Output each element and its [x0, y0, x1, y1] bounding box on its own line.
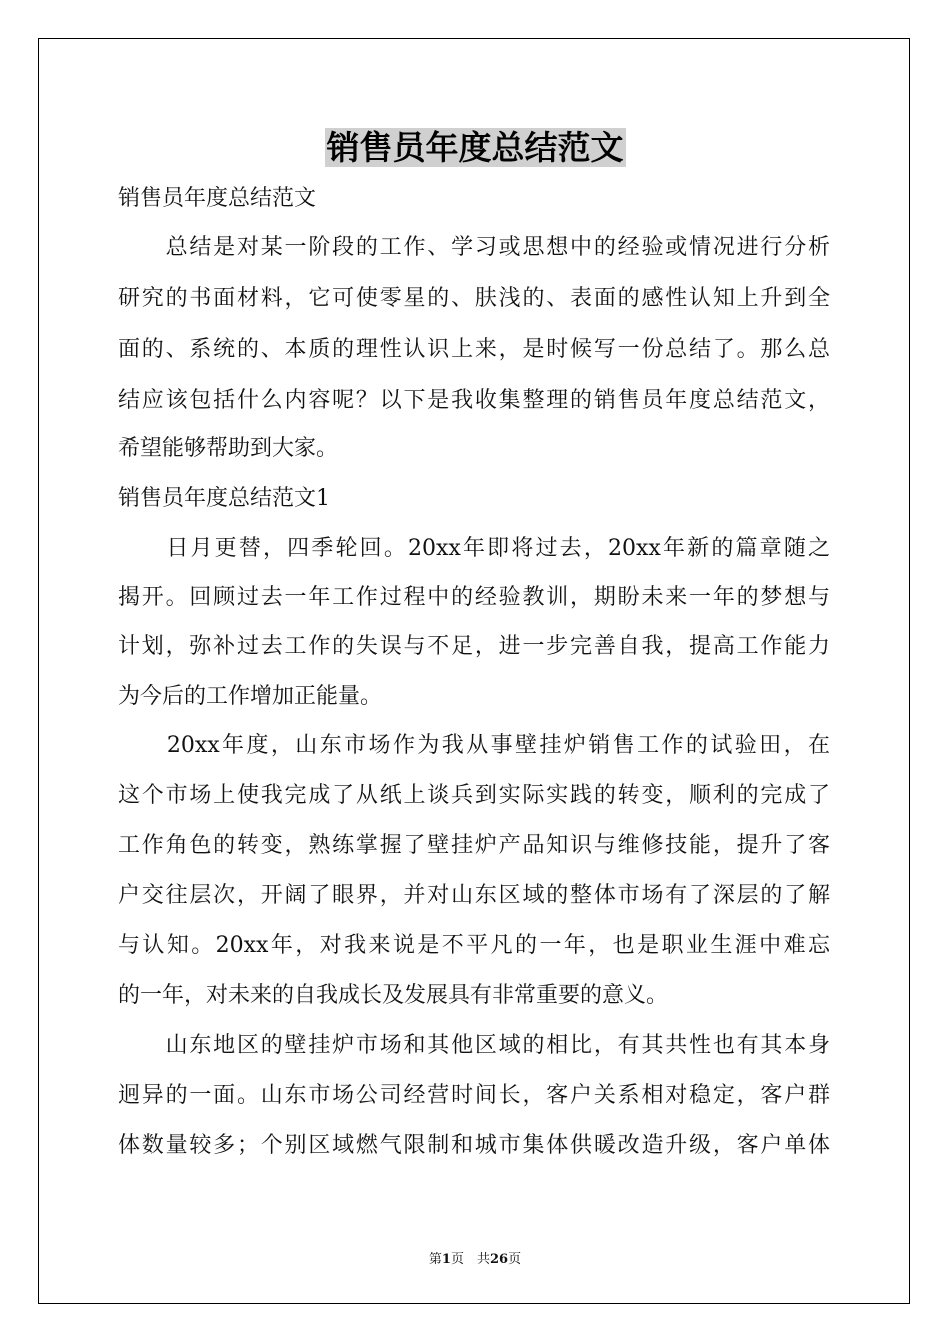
paragraph-line: 体数量较多；个别区域燃气限制和城市集体供暖改造升级，客户单体	[118, 1133, 830, 1158]
paragraph-line: 20xx年度，山东市场作为我从事壁挂炉销售工作的试验田，在	[118, 733, 830, 758]
page-footer: 第1页 共26页	[428, 1252, 522, 1267]
intro-line: 希望能够帮助到大家。	[118, 436, 339, 461]
paragraph-line: 与认知。20xx年，对我来说是不平凡的一年，也是职业生涯中难忘	[118, 933, 830, 958]
paragraph-line: 工作角色的转变，熟练掌握了壁挂炉产品知识与维修技能，提升了客	[118, 833, 830, 858]
paragraph-line: 日月更替，四季轮回。20xx年即将过去，20xx年新的篇章随之	[118, 536, 830, 561]
paragraph-line: 为今后的工作增加正能量。	[118, 684, 383, 709]
document-title: 销售员年度总结范文	[326, 128, 624, 167]
paragraph-line: 山东地区的壁挂炉市场和其他区域的相比，有其共性也有其本身	[118, 1033, 830, 1058]
paragraph-line: 户交往层次，开阔了眼界，并对山东区域的整体市场有了深层的了解	[118, 883, 830, 908]
paragraph-line: 揭开。回顾过去一年工作过程中的经验教训，期盼未来一年的梦想与	[118, 585, 830, 610]
intro-line: 总结是对某一阶段的工作、学习或思想中的经验或情况进行分析	[118, 235, 830, 260]
intro-line: 研究的书面材料，它可使零星的、肤浅的、表面的感性认知上升到全	[118, 286, 830, 311]
paragraph-line: 的一年，对未来的自我成长及发展具有非常重要的意义。	[118, 983, 669, 1008]
total-page-count: 26	[489, 1252, 509, 1267]
paragraph-line: 计划，弥补过去工作的失误与不足，进一步完善自我，提高工作能力	[118, 634, 830, 659]
document-subtitle: 销售员年度总结范文	[118, 186, 317, 211]
current-page-number: 1	[441, 1252, 451, 1267]
intro-line: 面的、系统的、本质的理性认识上来，是时候写一份总结了。那么总	[118, 337, 830, 362]
paragraph-line: 这个市场上使我完成了从纸上谈兵到实际实践的转变，顺利的完成了	[118, 783, 830, 808]
section-heading: 销售员年度总结范文1	[118, 486, 330, 511]
paragraph-line: 迥异的一面。山东市场公司经营时间长，客户关系相对稳定，客户群	[118, 1083, 830, 1108]
page-border	[38, 38, 910, 1304]
intro-line: 结应该包括什么内容呢？以下是我收集整理的销售员年度总结范文，	[118, 388, 830, 413]
